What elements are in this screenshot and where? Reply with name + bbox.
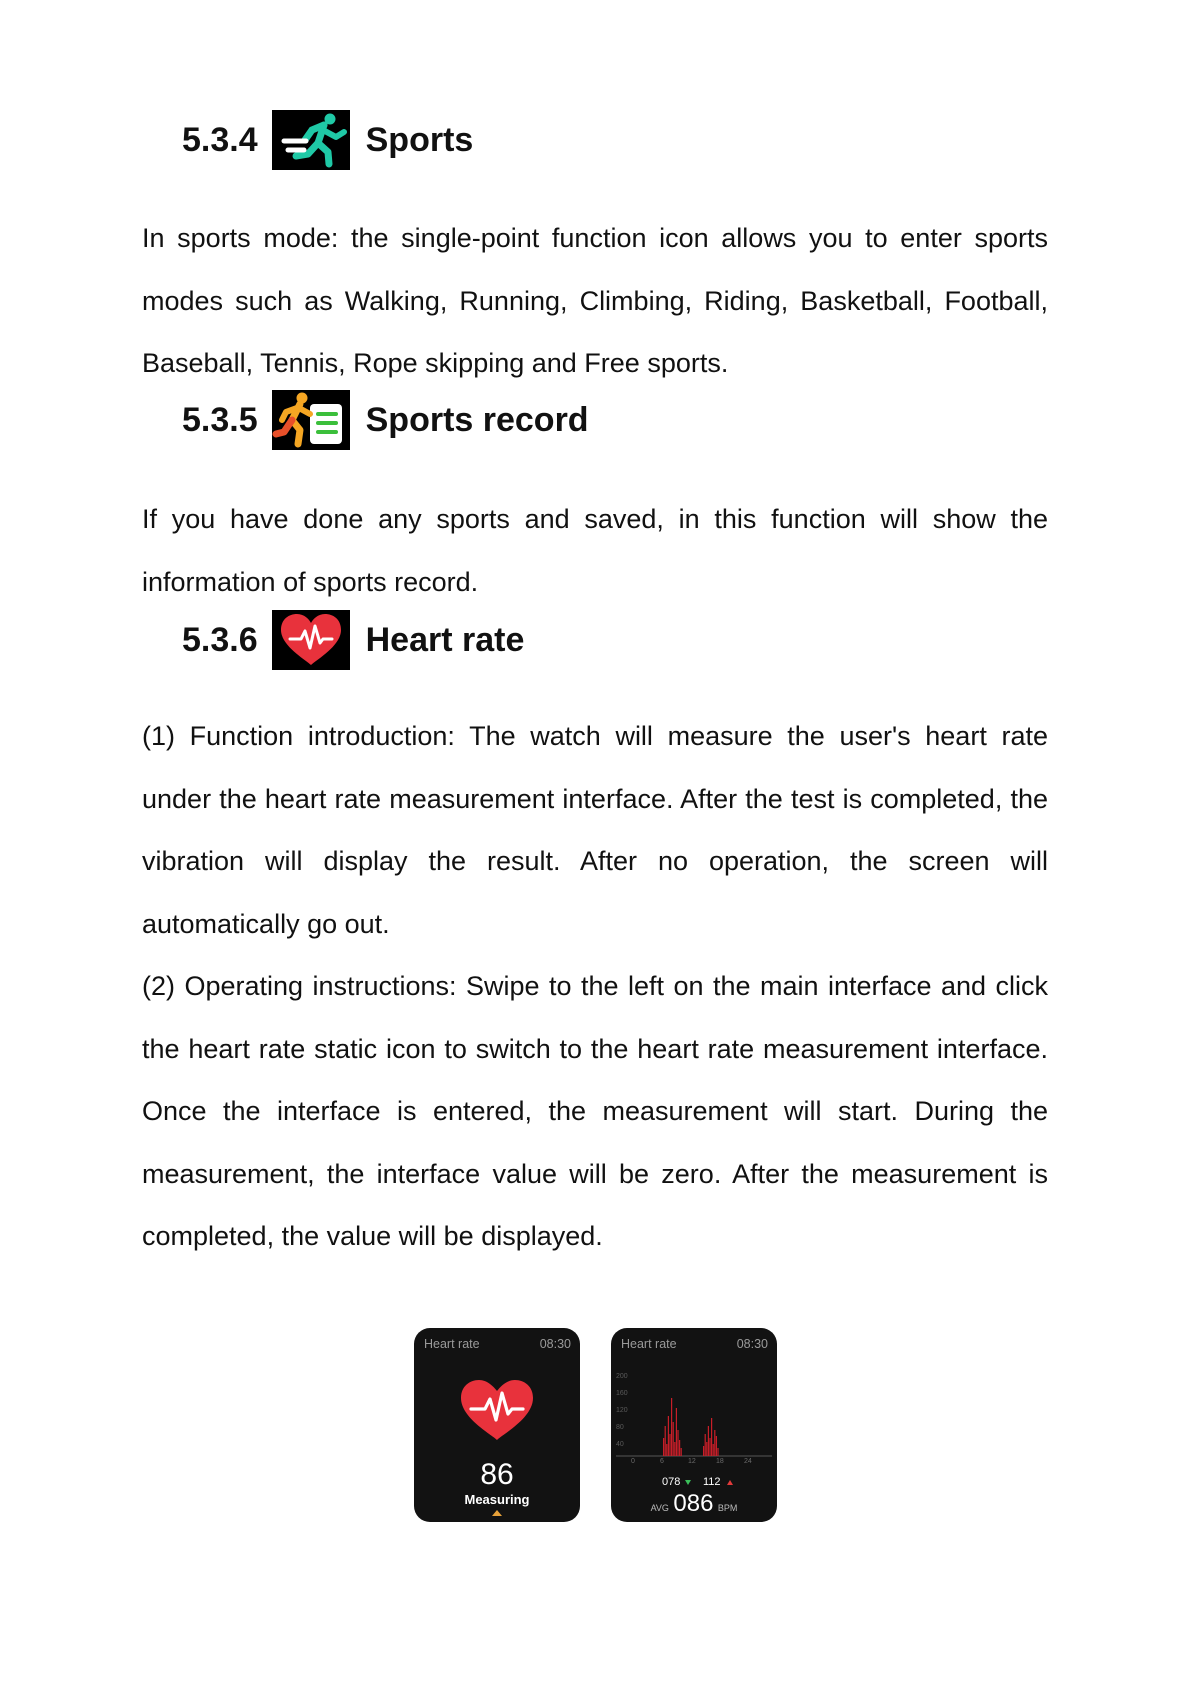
histogram-bar	[677, 1430, 678, 1456]
histogram-bar	[665, 1426, 666, 1456]
histogram-bar	[706, 1442, 707, 1456]
histogram-bar	[679, 1440, 680, 1456]
avg-label: AVG	[650, 1503, 669, 1513]
heart-rate-icon	[272, 610, 350, 670]
histogram-bar	[674, 1442, 675, 1456]
heart-icon	[459, 1378, 535, 1442]
avg-value: 086	[673, 1490, 714, 1517]
operating-instructions: (2) Operating instructions: Swipe to the left on the main interface and click the heart rate static icon to switch to the heart rate measurement interface. Once the interface is entered, the measurement will start. During the measurement, the interface value will be zero. After the measurement is completed, the value will be displayed.	[142, 971, 1048, 1251]
histogram-bar	[663, 1438, 664, 1456]
min-down-arrow-icon	[685, 1480, 691, 1485]
histogram-bar	[714, 1430, 715, 1456]
x-tick-label: 6	[660, 1458, 664, 1465]
x-tick-label: 18	[716, 1458, 724, 1465]
section-heading-heart-rate	[182, 610, 524, 670]
histogram-bar	[673, 1422, 674, 1456]
heart-rate-value: 86	[480, 1458, 514, 1491]
sports-record-icon	[272, 390, 350, 450]
histogram-bar	[716, 1436, 717, 1456]
section-number: 5.3.6	[182, 620, 258, 659]
histogram-bar	[705, 1434, 706, 1456]
paragraph: In sports mode: the single-point function icon allows you to enter sports modes such as Walking, Running, Climbing, Riding, Basketball, Football, Baseball, Tennis, Rope skipping and Free sports.	[142, 223, 1048, 378]
section-number: 5.3.4	[182, 120, 258, 159]
section-heading-sports-record	[182, 390, 589, 450]
sports-description	[142, 207, 1048, 395]
histogram-bar	[709, 1438, 710, 1456]
max-heart-rate: 112	[703, 1476, 721, 1488]
screen-time: 08:30	[736, 1337, 768, 1351]
histogram-bars	[663, 1398, 719, 1456]
histogram-bar	[676, 1408, 677, 1456]
running-person-icon	[272, 110, 350, 170]
y-tick-label: 40	[616, 1441, 624, 1448]
indicator-arrow-icon	[492, 1510, 502, 1516]
histogram-bar	[681, 1448, 682, 1456]
histogram-bar	[668, 1416, 669, 1456]
heart-rate-description	[142, 705, 1048, 1268]
screen-title: Heart rate	[424, 1337, 480, 1351]
sports-record-description	[142, 488, 1048, 613]
section-title: Heart rate	[365, 620, 525, 659]
y-tick-label: 80	[616, 1424, 624, 1431]
histogram-bar	[711, 1418, 712, 1456]
function-introduction: (1) Function introduction: The watch will measure the user's heart rate under the heart rate measurement interface. After the test is completed, the vibration will display the result. After no operation, the screen will automatically go out.	[142, 721, 1048, 939]
watch-screen-measuring	[414, 1328, 580, 1522]
section-number: 5.3.5	[182, 400, 258, 439]
histogram-bar	[669, 1434, 670, 1456]
x-tick-label: 0	[631, 1458, 635, 1465]
histogram-bar	[671, 1398, 672, 1456]
y-tick-label: 160	[616, 1390, 628, 1397]
screen-title: Heart rate	[621, 1337, 677, 1351]
y-tick-label: 120	[616, 1407, 628, 1414]
section-title: Sports record	[365, 400, 589, 439]
histogram-bar	[717, 1448, 718, 1456]
measuring-status: Measuring	[464, 1492, 530, 1507]
section-heading-sports	[182, 110, 473, 170]
watch-screen-history	[611, 1328, 777, 1522]
x-tick-label: 24	[744, 1458, 752, 1465]
histogram-bar	[666, 1444, 667, 1456]
min-heart-rate: 078	[662, 1476, 681, 1488]
unit-label: BPM	[717, 1503, 738, 1513]
average-row	[611, 1490, 777, 1518]
histogram-bar	[708, 1426, 709, 1456]
histogram-bar	[713, 1444, 714, 1456]
section-title: Sports	[365, 120, 474, 159]
max-up-arrow-icon	[727, 1480, 733, 1485]
screen-time: 08:30	[539, 1337, 571, 1351]
paragraph: If you have done any sports and saved, in this function will show the information of sports record.	[142, 504, 1048, 597]
y-tick-label: 200	[616, 1373, 628, 1380]
histogram-bar	[703, 1446, 704, 1456]
x-tick-label: 12	[688, 1458, 696, 1465]
